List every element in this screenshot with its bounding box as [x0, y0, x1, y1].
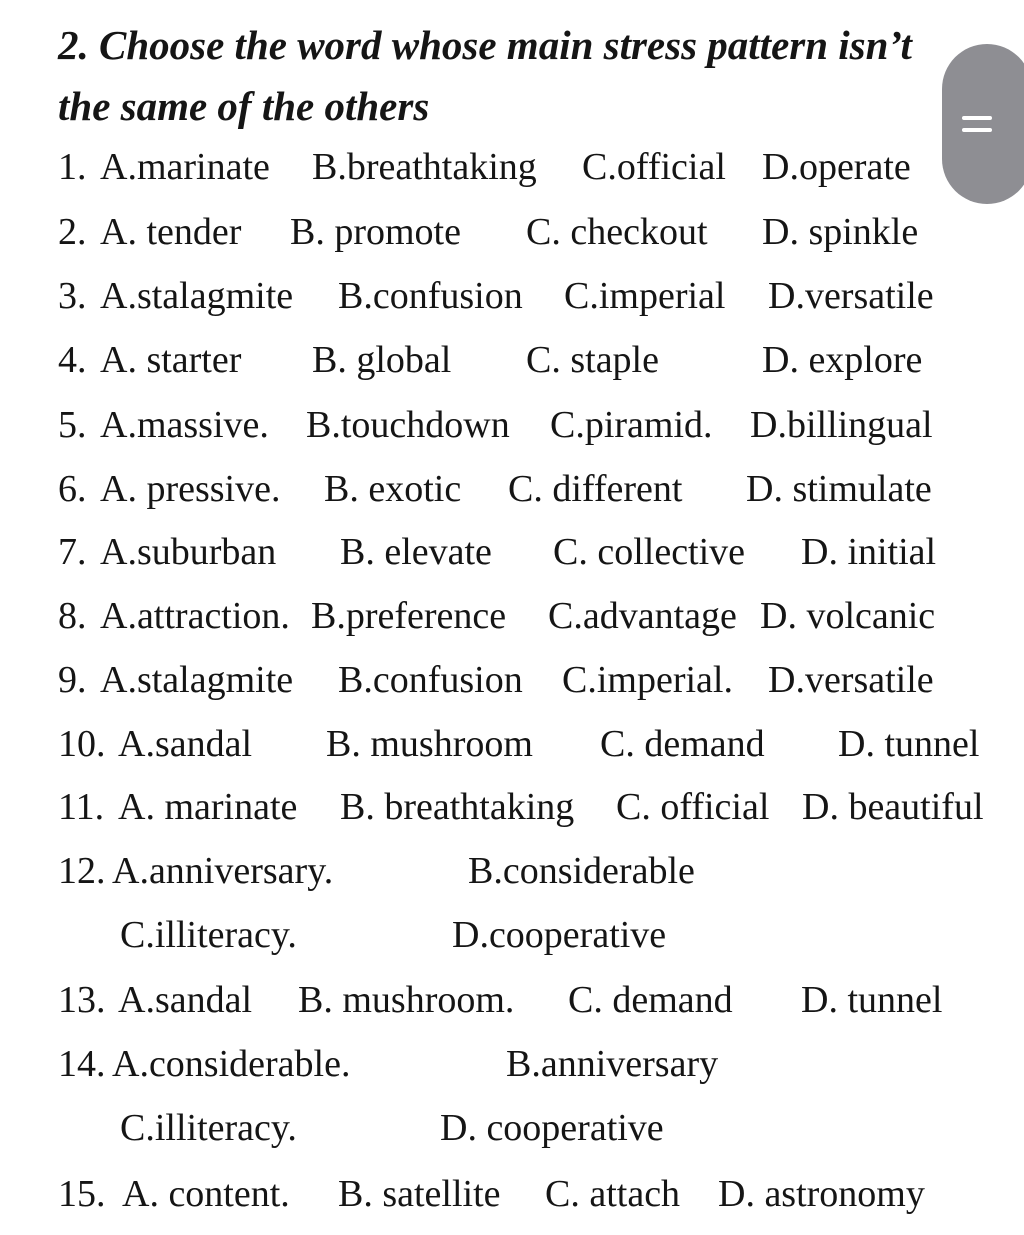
option-a: A.anniversary. — [112, 850, 334, 892]
question-13 — [0, 975, 1024, 1025]
question-9 — [0, 655, 1024, 705]
exercise-title: 2. Choose the word whose main stress pattern isn’t — [58, 22, 912, 68]
option-a: A.stalagmite — [100, 275, 294, 317]
question-number: 2. — [58, 211, 87, 253]
option-c: C.illiteracy. — [120, 1107, 297, 1149]
option-c: C. different — [508, 468, 683, 510]
option-b: B.confusion — [338, 275, 523, 317]
option-c: C. collective — [553, 531, 746, 573]
option-c: C. demand — [600, 723, 765, 765]
option-a: A.attraction. — [100, 595, 290, 637]
question-6 — [0, 464, 1024, 514]
question-number: 7. — [58, 531, 87, 573]
option-c: C. staple — [526, 339, 659, 381]
option-c: C.illiteracy. — [120, 914, 297, 956]
option-d: D.versatile — [768, 659, 934, 701]
option-a: A.massive. — [100, 404, 269, 446]
option-b: B. breathtaking — [340, 786, 575, 828]
option-d: D. tunnel — [838, 723, 980, 765]
option-b: B. exotic — [324, 468, 462, 510]
option-b: B. satellite — [338, 1173, 501, 1215]
option-b: B.considerable — [468, 850, 695, 892]
option-d: D. cooperative — [440, 1107, 664, 1149]
option-c: C.piramid. — [550, 404, 713, 446]
option-c: C. official — [616, 786, 770, 828]
question-number: 9. — [58, 659, 87, 701]
option-a: A.suburban — [100, 531, 277, 573]
option-b: B.breathtaking — [312, 146, 537, 188]
option-a: A. tender — [100, 211, 242, 253]
option-c: C. checkout — [526, 211, 708, 253]
question-number: 5. — [58, 404, 87, 446]
question-15 — [0, 1169, 1024, 1219]
option-c: C.official — [582, 146, 726, 188]
question-1 — [0, 142, 1024, 192]
option-d: D.cooperative — [452, 914, 667, 956]
question-10 — [0, 719, 1024, 769]
option-b: B. global — [312, 339, 452, 381]
option-b: B.anniversary — [506, 1043, 719, 1085]
option-d: D. tunnel — [801, 979, 943, 1021]
option-a: A. marinate — [118, 786, 298, 828]
option-d: D. spinkle — [762, 211, 919, 253]
question-number: 3. — [58, 275, 87, 317]
option-d: D. initial — [801, 531, 937, 573]
question-7 — [0, 527, 1024, 577]
option-a: A. pressive. — [100, 468, 281, 510]
option-c: C.imperial. — [562, 659, 733, 701]
question-14 — [0, 1039, 1024, 1089]
option-b: B. promote — [290, 211, 461, 253]
question-14-continued — [0, 1103, 1024, 1153]
question-8 — [0, 591, 1024, 641]
question-number: 1. — [58, 146, 87, 188]
question-number: 11. — [58, 786, 105, 828]
option-d: D.versatile — [768, 275, 934, 317]
option-d: D. stimulate — [746, 468, 932, 510]
option-c: C. attach — [545, 1173, 681, 1215]
option-c: C.advantage — [548, 595, 737, 637]
question-3 — [0, 271, 1024, 321]
option-d: D. beautiful — [802, 786, 984, 828]
question-number: 12. — [58, 850, 106, 892]
question-5 — [0, 400, 1024, 450]
question-2 — [0, 207, 1024, 257]
option-a: A. starter — [100, 339, 242, 381]
option-d: D. explore — [762, 339, 923, 381]
option-d: D.operate — [762, 146, 911, 188]
option-a: A. content. — [122, 1173, 290, 1215]
option-b: B.confusion — [338, 659, 523, 701]
question-number: 14. — [58, 1043, 106, 1085]
option-b: B. elevate — [340, 531, 492, 573]
option-c: C. demand — [568, 979, 733, 1021]
option-d: D. astronomy — [718, 1173, 925, 1215]
option-d: D.billingual — [750, 404, 933, 446]
question-number: 8. — [58, 595, 87, 637]
option-d: D. volcanic — [760, 595, 936, 637]
option-b: B.touchdown — [306, 404, 510, 446]
question-12-continued — [0, 910, 1024, 960]
option-a: A.considerable. — [112, 1043, 351, 1085]
question-12 — [0, 846, 1024, 896]
option-b: B. mushroom — [326, 723, 533, 765]
option-b: B. mushroom. — [298, 979, 515, 1021]
question-number: 4. — [58, 339, 87, 381]
question-number: 13. — [58, 979, 106, 1021]
option-a: A.sandal — [118, 979, 253, 1021]
grip-line-icon — [962, 128, 992, 132]
grip-line-icon — [962, 116, 992, 120]
exercise-title-continued: the same of the others — [58, 83, 430, 129]
option-a: A.marinate — [100, 146, 270, 188]
question-number: 6. — [58, 468, 87, 510]
question-11 — [0, 782, 1024, 832]
option-a: A.sandal — [118, 723, 253, 765]
question-number: 15. — [58, 1173, 106, 1215]
scroll-handle[interactable] — [942, 44, 1024, 204]
option-b: B.preference — [311, 595, 507, 637]
option-c: C.imperial — [564, 275, 726, 317]
question-number: 10. — [58, 723, 106, 765]
option-a: A.stalagmite — [100, 659, 294, 701]
question-4 — [0, 335, 1024, 385]
